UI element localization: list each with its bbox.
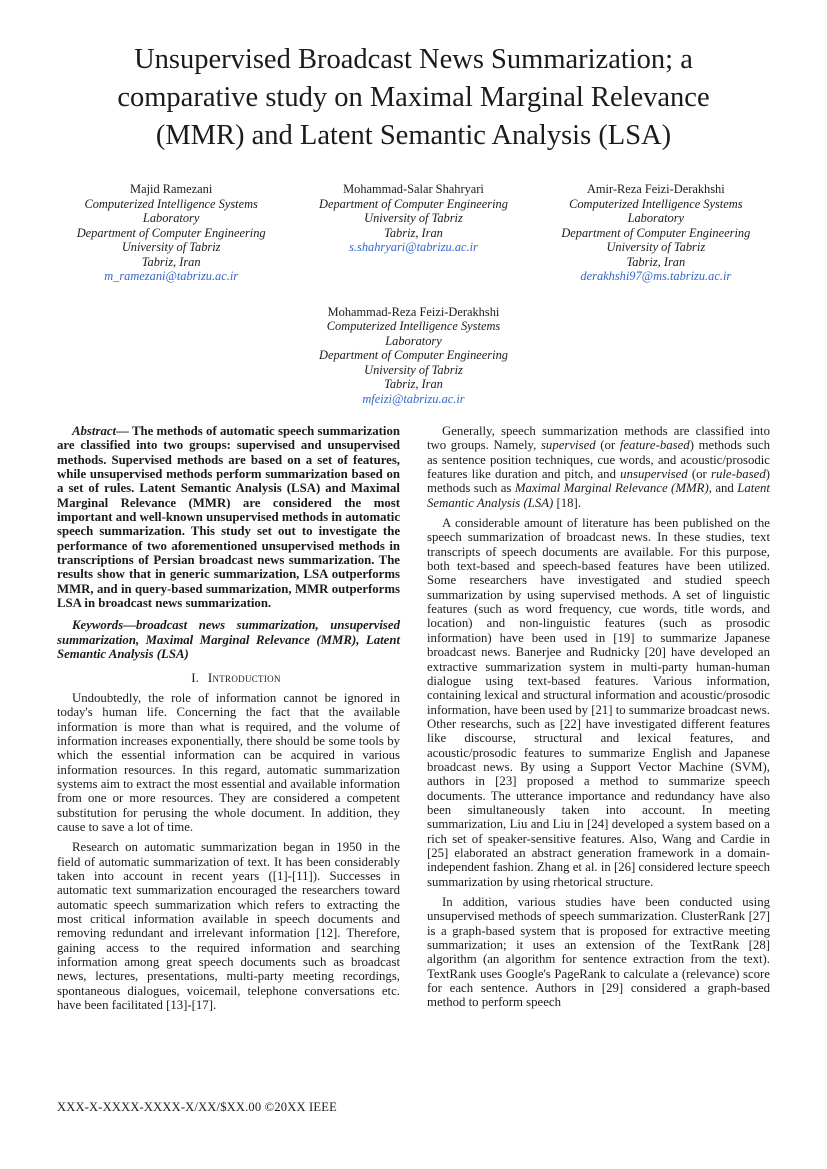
author-affiliation-line: Laboratory [142,211,200,225]
keywords-label: Keywords— [72,618,136,633]
section-title: Introduction [207,669,281,685]
author-affiliation-line: Laboratory [385,333,442,348]
author-affiliation-line: University of Tabriz [364,211,463,225]
author-affiliation-line: Computerized Intelligence Systems [569,196,743,211]
abstract-label: Abstract— [72,424,129,438]
right-paragraph-2: A considerable amount of literature has been published on the speech summarization of broadcast news. In these studies, text transcripts of speech documents are available. For this purpose, both text-based and speech-based features have been utilized. Some researchers have investigated and studied speech summarization by using supervised methods. A set of linguistic features (such as word frequency, cue words, title words, and location) and non-linguistic features (such as prosodic information) have been used in [19] to summarize Japanese broadcast news. Banerjee and Rudnicky [20] have developed an extractive summarization system in multi-party human-human dialogue using text-based features. Various information, containing lexical and structural information and acoustic/prosodic information, have been used by [21] to summarize broadcast news. Other researchs, such as [22] have investigated different features like discourse, structural and lexical features, and acoustic/prosodic features to summarize English and Japanese broadcast news. By using a Support Vector Machine (SVM), authors in [23] proposed a method to summarize speech documents. The utterance importance and redundancy have also been simultaneously taken into account. In meeting summarization, Liu and Liu in [24] developed a system based on a rich set of speaker-sensitive features. Also, Wang and Cardie in [25] elaborated an abstract generation framework in a domain-independent fashion. Zhang et al. in [26] considered lecture speech summarization by using rhetorical structure. [427,516,770,889]
author-name: Mohammad-Salar Shahryari [343,182,484,196]
section-heading-introduction [57,671,400,685]
author-affiliation-line: Tabriz, Iran [384,377,443,391]
text-run-italic: feature-based [619,438,690,453]
text-run: (or [687,467,711,482]
author-block-2 [292,182,534,284]
abstract-text: The methods of automatic speech summarization are classified into two groups: supervised and unsupervised methods. Supervised methods are based on a set of features, while unsupervised methods perform summarization based on a set of rules. Latent Semantic Analysis (LSA) and Maximal Marginal Relevance (MMR) are considered the most important and well-known unsupervised methods in automatic speech summarization. This study set out to investigate the performance of two aforementioned unsupervised methods in transcriptions of Persian broadcast news summarization. The results show that in generic summarization, LSA outperforms MMR, and in query-based summarization, MMR outperforms LSA in broadcast news summarization. [57,424,400,611]
author-block-3 [535,182,777,284]
text-run-italic: Maximal Marginal Relevance (MMR) [514,481,709,496]
authors-row-2 [0,305,827,407]
intro-paragraph-2: Research on automatic summarization began in 1950 in the field of automatic summarization of text. It has been considerably taken into account in recent years ([1]-[11]). Successes in automatic text summarization encouraged the researchers toward automatic speech summarization which refers to extracting the most critical information available in speech documents and removing redundant and irrelevant information [12]. Therefore, gaining access to the required information and searching information among great speech documents such as broadcast news, lectures, presentations, multi-party meeting recordings, spontaneous dialogues, voicemail, telephone conversations etc. have been facilitated [13]-[17]. [57,840,400,1013]
author-email-link[interactable]: m_ramezani@tabrizu.ac.ir [104,269,239,283]
paper-body [57,424,770,1018]
intro-paragraph-1: Undoubtedly, the role of information cannot be ignored in today's human life. Concerning the fact that the available information is more than what is required, and the volume of information increases exponentially, there should be some tools by which the essential information can be acquired in various information resources. In this regard, automatic summarization systems aim to extract the most essential and available information from one or more resources. They are considered a competent substitution for perusing the whole document. In addition, they cause to save a lot of time. [57,690,400,834]
paper-title-line-2: comparative study on Maximal Marginal Relevance [117,82,710,113]
section-number: I. [191,669,199,685]
author-affiliation-line: Department of Computer Engineering [76,225,266,240]
text-run-italic: unsupervised [620,467,688,482]
author-affiliation-line: Computerized Intelligence Systems [84,196,258,211]
author-affiliation-line: University of Tabriz [364,362,463,377]
text-run: , and [708,481,738,496]
author-affiliation-line: Tabriz, Iran [384,225,443,240]
text-run: ) methods such as sentence position techniques, cue words, and acoustic/prosodic features like duration and pitch, and [427,438,770,482]
paper-title-line-1: Unsupervised Broadcast News Summarization; a [134,44,693,75]
author-affiliation-line: University of Tabriz [606,240,706,254]
abstract-paragraph [57,424,400,610]
copyright-notice: XXX-X-XXXX-XXXX-X/XX/$XX.00 ©20XX IEEE [57,1100,337,1114]
text-run-italic: Latent Semantic Analysis (LSA) [427,481,770,510]
author-affiliation-line: University of Tabriz [121,240,221,254]
author-block-4 [0,305,827,407]
author-affiliation-line: Department of Computer Engineering [561,225,751,240]
author-affiliation-line: Department of Computer Engineering [319,348,508,362]
left-column [57,424,400,1018]
keywords-paragraph [57,618,400,661]
author-name: Mohammad-Reza Feizi-Derakhshi [327,304,500,319]
author-affiliation-line: Tabriz, Iran [626,254,686,269]
author-affiliation-line: Laboratory [627,211,685,225]
right-column [427,424,770,1018]
text-run: [18]. [553,495,582,510]
right-paragraph-1 [427,424,770,510]
author-name: Amir-Reza Feizi-Derakhshi [586,182,725,196]
text-run: Generally, speech summarization methods are classified into two groups. Namely, [427,424,770,453]
authors-row-1 [50,182,777,284]
author-affiliation-line: Computerized Intelligence Systems [326,319,501,333]
author-email-link[interactable]: derakhshi97@ms.tabrizu.ac.ir [580,269,732,283]
text-run-italic: supervised [540,438,596,453]
author-email-link[interactable]: mfeizi@tabrizu.ac.ir [362,391,465,406]
author-affiliation-line: Department of Computer Engineering [319,196,508,211]
author-block-1 [50,182,292,284]
paper-title [0,0,827,155]
text-run-italic: rule-based [711,467,766,482]
text-run: ) methods such as [427,467,770,496]
author-affiliation-line: Tabriz, Iran [141,254,201,269]
paper-title-line-3: (MMR) and Latent Semantic Analysis (LSA) [155,120,672,151]
author-email-link[interactable]: s.shahryari@tabrizu.ac.ir [349,240,478,254]
text-run: (or [595,438,620,453]
keywords-text: broadcast news summarization, unsupervised summarization, Maximal Marginal Relevance (MMR), Latent Semantic Analysis (LSA) [57,618,400,662]
right-paragraph-3: In addition, various studies have been conducted using unsupervised methods of speech summarization. ClusterRank [27] is a graph-based system that is proposed for extractive meeting summarization; it uses an extension of the TextRank [28] algorithm (an algorithm for sentence extraction from the text). TextRank uses Google's PageRank to calculate a (relevance) score for each sentence. Authors in [29] considered a graph-based method to perform speech [427,895,770,1010]
author-name: Majid Ramezani [130,182,213,196]
